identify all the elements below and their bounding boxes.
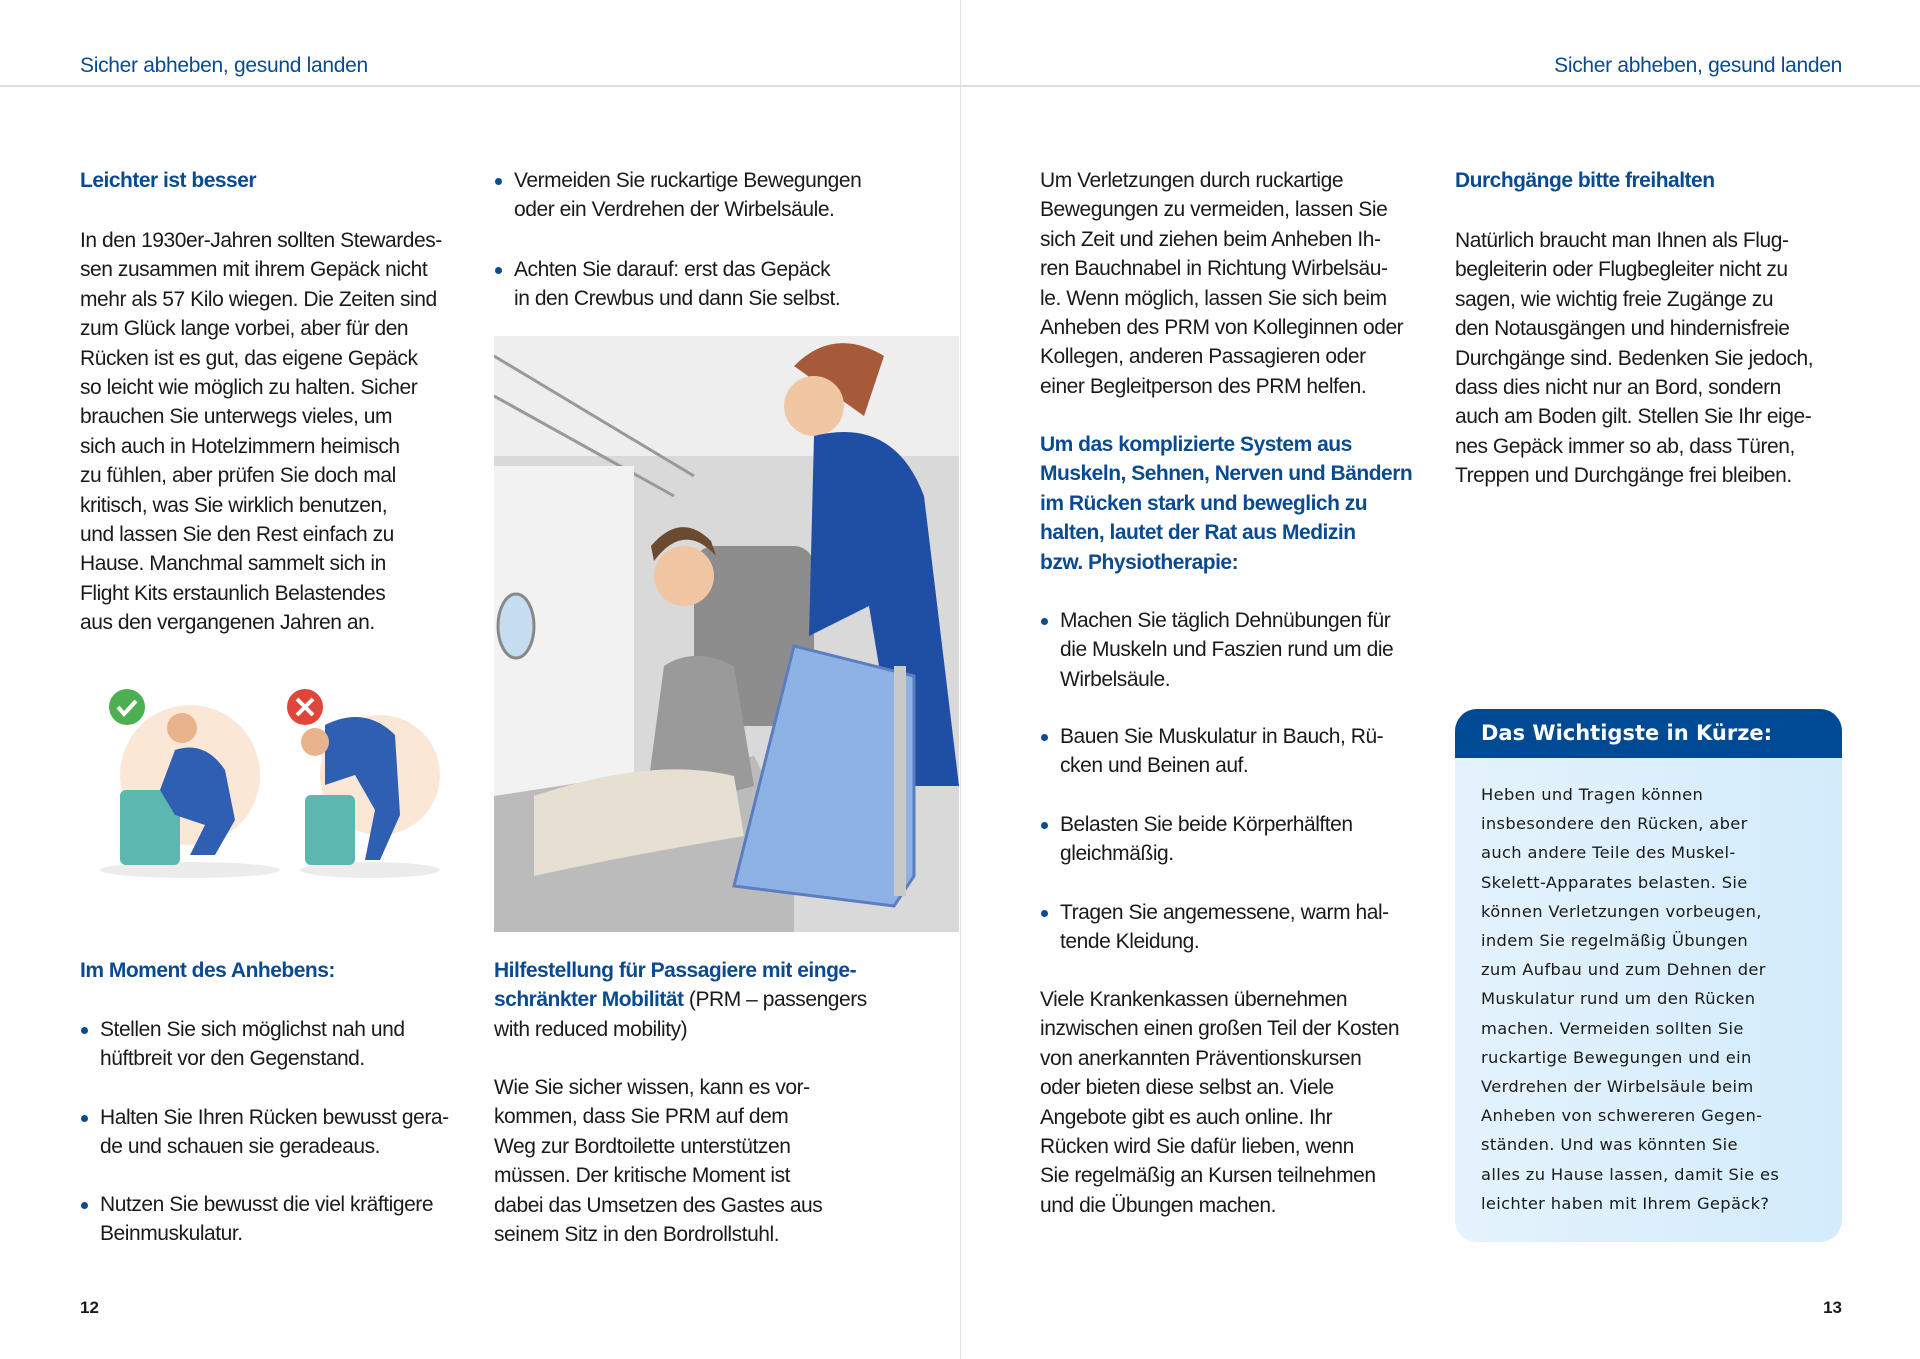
heading-im-moment-des-anhebens: Im Moment des Anhebens: [80, 959, 335, 982]
paragraph-luggage: In den 1930er-Jahren sollten Stewardes- sen zusammen mit ihrem Gepäck nicht mehr als 57 Kilo wiegen. Die Zeiten sind zum Glück lange vorbei, aber für den Rücken ist es gut, das eigene Gepäck so leicht wie möglich zu halten. Sicher brauchen Sie unterwegs vieles, um sich auch in Hotelzimmern heimisch zu fühlen, aber prüfen Sie doch mal kritisch, was Sie wirklich benutzen, und lassen Sie den Rest einfach zu Hause. Manchmal sammelt sich in Flight Kits erstaunlich Belastendes aus den vergangenen Jahren an. [80, 229, 442, 635]
bullet-item: Nutzen Sie bewusst die viel kräftigere Beinmuskulatur. [80, 1190, 433, 1249]
running-header-left: Sicher abheben, gesund landen [80, 54, 368, 77]
heading-prm-bold: Hilfestellung für Passagiere mit einge- schränkter Mobilität [494, 959, 857, 1012]
paragraph-injury-prevention: Um Verletzungen durch ruckartige Bewegungen zu vermeiden, lassen Sie sich Zeit und ziehen beim Anheben Ih- ren Bauchnabel in Richtung Wirbelsäu- le. Wenn möglich, lassen Sie sich beim Anheben des PRM von Kolleginnen oder Kollegen, anderen Passagieren oder einer Begleitperson des PRM helfen. [1040, 169, 1404, 398]
bullet-item: Bauen Sie Muskulatur in Bauch, Rü- cken und Beinen auf. [1040, 722, 1383, 781]
summary-box-title: Das Wichtigste in Kürze: [1455, 709, 1842, 758]
summary-box [1455, 709, 1842, 1242]
bullet-item: Belasten Sie beide Körperhälften gleichmäßig. [1040, 810, 1353, 869]
bullet-item: Stellen Sie sich möglichst nah und hüftbreit vor den Gegenstand. [80, 1015, 405, 1074]
bullet-item: Halten Sie Ihren Rücken bewusst gera- de und schauen sie geradeaus. [80, 1103, 449, 1162]
summary-box-text: Heben und Tragen können insbesondere den Rücken, aber auch andere Teile des Muskel- Skelett-Apparates belasten. Sie können Verletzungen vorbeugen, indem Sie regelmäßig Übungen zum Aufbau und zum Dehnen der Muskulatur rund um den Rücken machen. Vermeiden sollten Sie ruckartige Bewegungen und ein Verdrehen der Wirbelsäule beim Anheben von schwereren Gegen- ständen. Und was könnten Sie alles zu Hause lassen, damit Sie es leichter haben mit Ihrem Gepäck? [1481, 785, 1780, 1213]
cross-icon [287, 689, 323, 725]
heading-prm-rest: (PRM – passengers with reduced mobility) [494, 988, 867, 1041]
paragraph-durchgaenge: Natürlich braucht man Ihnen als Flug- begleiterin oder Flugbegleiter nicht zu sagen, wie wichtig freie Zugänge zu den Notausgängen und hindernisfreie Durchgänge sind. Bedenken Sie jedoch, dass dies nicht nur an Bord, sondern auch am Boden gilt. Stellen Sie Ihr eige- nes Gepäck immer so ab, dass Türen, Treppen und Durchgänge frei bleiben. [1455, 229, 1814, 488]
paragraph-health-insurance: Viele Krankenkassen übernehmen inzwischen einen großen Teil der Kosten von anerkannten Präventionskursen oder bieten diese selbst an. Viele Angebote gibt es auch online. Ihr Rücken wird Sie dafür lieben, wenn Sie regelmäßig an Kursen teilnehmen und die Übungen machen. [1040, 988, 1400, 1217]
page-number-left: 12 [80, 1298, 99, 1317]
heading-leichter-ist-besser: Leichter ist besser [80, 169, 257, 192]
bullet-item: Achten Sie darauf: erst das Gepäck in den Crewbus und dann Sie selbst. [494, 255, 840, 314]
paragraph-prm: Wie Sie sicher wissen, kann es vor- kommen, dass Sie PRM auf dem Weg zur Bordtoilette unterstützen müssen. Der kritische Moment ist dabei das Umsetzen des Gastes aus seinem Sitz in den Bordrollstuhl. [494, 1076, 823, 1247]
header-rule [0, 85, 1920, 87]
bullet-item: Tragen Sie angemessene, warm hal- tende Kleidung. [1040, 898, 1389, 957]
page-gutter [960, 0, 961, 1359]
lifting-posture-illustration [80, 680, 450, 895]
heading-durchgaenge: Durchgänge bitte freihalten [1455, 169, 1715, 192]
page-number-right: 13 [1823, 1298, 1842, 1317]
check-icon [109, 689, 145, 725]
running-header-right: Sicher abheben, gesund landen [1554, 54, 1842, 77]
heading-medical-advice: Um das komplizierte System aus Muskeln, Sehnen, Nerven und Bändern im Rücken stark und beweglich zu halten, lautet der Rat aus Medizin bzw. Physiotherapie: [1040, 433, 1413, 574]
heading-prm [494, 956, 867, 1044]
cabin-assistance-illustration [494, 336, 959, 932]
bullet-item: Vermeiden Sie ruckartige Bewegungen oder ein Verdrehen der Wirbelsäule. [494, 166, 861, 225]
bullet-item: Machen Sie täglich Dehnübungen für die Muskeln und Faszien rund um die Wirbelsäule. [1040, 606, 1393, 694]
